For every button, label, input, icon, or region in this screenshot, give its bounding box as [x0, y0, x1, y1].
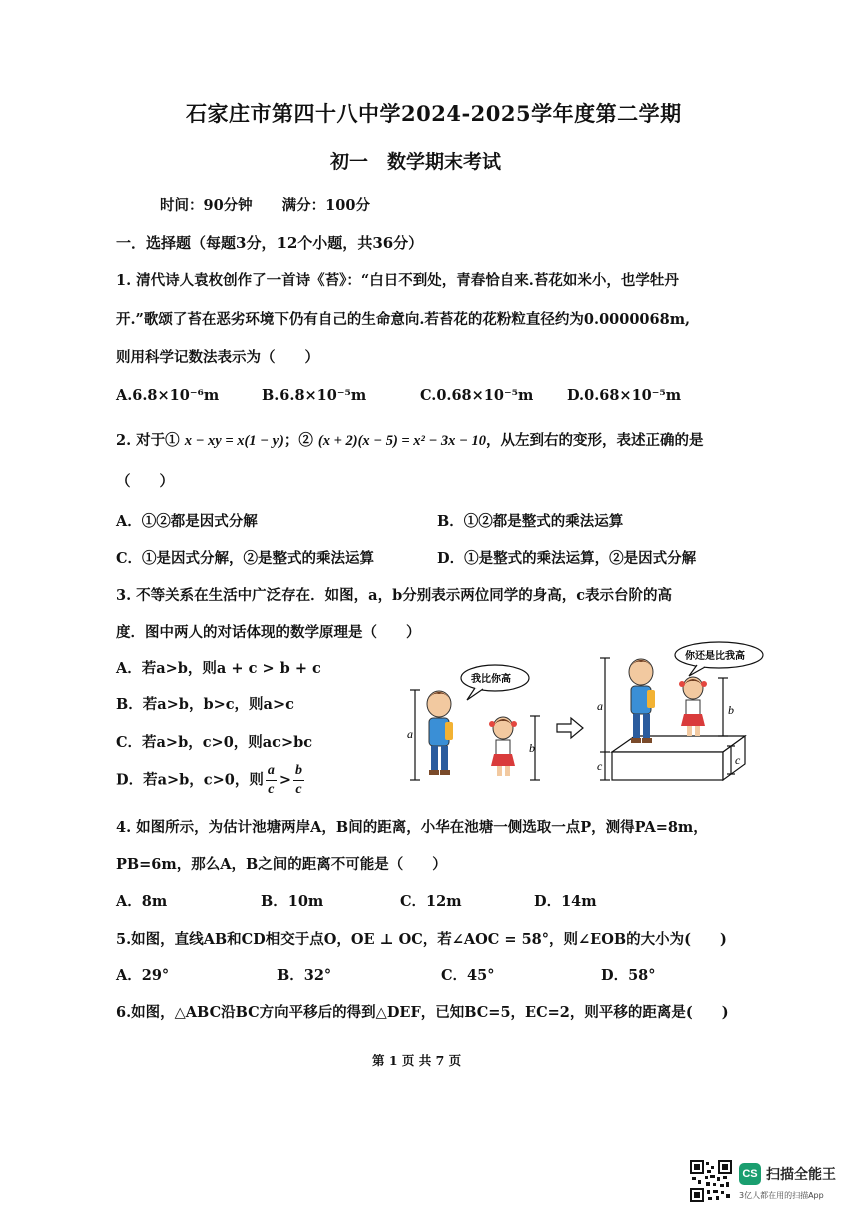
label-c-right: c [735, 753, 741, 767]
bubble-text-2: 你还是比我高 [685, 651, 745, 662]
section-heading: 一．选择题（每题3分，12个小题，共36分） [116, 234, 424, 252]
q2-option-a: A．①②都是因式分解 [116, 513, 258, 530]
scanner-tagline: 3亿人都在用的扫描App [739, 1191, 824, 1200]
q2-expr2: (x + 2)(x − 5) = x² − 3x − 10 [317, 433, 486, 449]
q1-option-a: A.6.8×10⁻⁶m [116, 387, 220, 404]
cs-logo-icon: CS [739, 1163, 761, 1185]
q3-option-b: B．若a>b，b>c，则a>c [116, 696, 294, 713]
exam-meta: 时间：90分钟 满分：100分 [160, 197, 370, 214]
bubble-text-1: 我比你高 [471, 674, 511, 685]
q4-option-d: D．14m [534, 893, 597, 910]
q2-option-c: C．①是因式分解，②是整式的乘法运算 [116, 550, 375, 567]
q5-option-d: D．58° [601, 967, 656, 984]
q5-option-b: B．32° [277, 967, 332, 984]
exam-subtitle: 初一 数学期末考试 [330, 151, 502, 173]
q3-line1: 3. 不等关系在生活中广泛存在．如图，a，b分别表示两位同学的身高，c表示台阶的高 [116, 587, 673, 604]
q4-option-a: A．8m [116, 893, 168, 910]
q1-line1: 1. 清代诗人袁枚创作了一首诗《苔》：“白日不到处，青春恰自来.苔花如米小，也学牡丹 [116, 272, 679, 289]
q1-option-c: C.0.68×10⁻⁵m [420, 387, 534, 404]
q2-line1 [116, 429, 703, 450]
q3-option-d-text: D．若a>b，c>0，则 [116, 771, 264, 789]
label-a-left: a [407, 727, 413, 741]
page-title: 石家庄市第四十八中学2024-2025学年度第二学期 [186, 101, 682, 126]
q3-line2: 度．图中两人的对话体现的数学原理是（ ） [116, 624, 421, 641]
q5-line1: 5.如图，直线AB和CD相交于点O，OE ⊥ OC，若∠AOC = 58°，则∠EOB的大小为( ) [116, 931, 727, 948]
fraction-a-over-c: $\frac{a}{c}$ [267, 763, 275, 797]
q2-post: ，从左到右的变形，表述正确的是 [485, 432, 704, 449]
girl-figure-left [489, 717, 517, 776]
q2-bracket: （ ） [116, 473, 174, 490]
q2-pre: 2. 对于① [116, 432, 185, 449]
fraction-gt: > [278, 771, 291, 789]
q1-line2: 开.”歌颂了苔在恶劣环境下仍有自己的生命意向.若苔花的花粉粒直径约为0.0000068m, [116, 311, 691, 328]
q3-illustration [405, 640, 785, 790]
fraction-b-over-c: $\frac{b}{c}$ [294, 763, 302, 797]
q4-option-b: B．10m [261, 893, 324, 910]
q1-line3: 则用科学记数法表示为（ ） [116, 349, 319, 366]
q1-option-b: B.6.8×10⁻⁵m [262, 387, 367, 404]
measure-b-right [718, 678, 728, 736]
page-number: 第 1 页 共 7 页 [372, 1053, 462, 1068]
q3-option-d [116, 764, 306, 797]
label-b-right: b [728, 703, 734, 717]
boy-figure-left [427, 691, 453, 775]
q2-expr1: x − xy = x(1 − y) [184, 433, 284, 449]
label-c-left: c [597, 759, 603, 773]
q4-option-c: C．12m [400, 893, 462, 910]
label-b-left: b [529, 741, 535, 755]
q3-option-a: A．若a>b，则a + c > b + c [116, 660, 321, 677]
qr-code-icon [690, 1160, 732, 1202]
scanner-brand: 扫描全能王 [766, 1167, 836, 1183]
girl-figure-right [679, 677, 707, 736]
q2-option-d: D．①是整式的乘法运算，②是因式分解 [437, 550, 697, 567]
q6-line1: 6.如图，△ABC沿BC方向平移后的得到△DEF，已知BC=5，EC=2，则平移的距离是( ) [116, 1004, 729, 1021]
q1-option-d: D.0.68×10⁻⁵m [567, 387, 682, 404]
q4-line2: PB=6m，那么A，B之间的距离不可能是（ ） [116, 856, 447, 873]
q4-line1: 4. 如图所示，为估计池塘两岸A，B间的距离，小华在池塘一侧选取一点P，测得PA=8m， [116, 819, 708, 836]
boy-figure-right [629, 659, 655, 743]
q2-option-b: B．①②都是整式的乘法运算 [437, 513, 624, 530]
q5-option-c: C．45° [441, 967, 495, 984]
q3-option-c: C．若a>b，c>0，则ac>bc [116, 734, 313, 751]
label-a-right: a [597, 699, 603, 713]
q5-option-a: A．29° [116, 967, 170, 984]
arrow-icon [557, 718, 583, 738]
q2-mid: ；② [283, 432, 318, 449]
